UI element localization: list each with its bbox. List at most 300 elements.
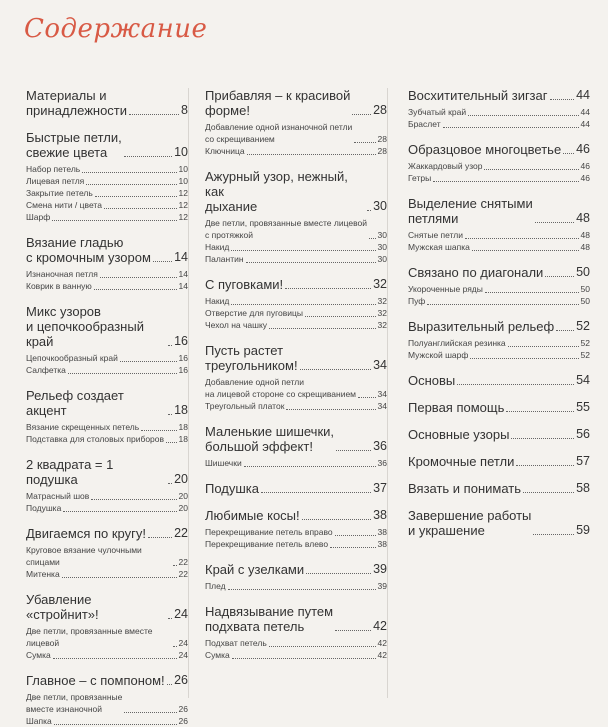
toc-section — [26, 304, 188, 376]
dot-leader — [52, 220, 176, 221]
subentry-title: Перекрещивание петель влево — [205, 539, 329, 549]
dot-leader — [153, 261, 172, 262]
subentry-title: Укороченные ряды — [408, 284, 483, 294]
section-title: Выразительный рельеф — [408, 319, 555, 334]
page-number: 32 — [377, 296, 387, 306]
page-number: 56 — [576, 427, 590, 441]
dot-leader — [231, 304, 375, 305]
dot-leader — [124, 156, 172, 157]
dot-leader — [511, 438, 574, 439]
section-title: 2 квадрата = 1 подушка — [26, 457, 114, 487]
page-number: 18 — [174, 403, 188, 417]
subentry-title: Две петли, провязанные вместе лицевой — [26, 626, 153, 648]
toc-section — [408, 481, 590, 496]
dot-leader — [124, 712, 176, 713]
dot-leader — [470, 358, 578, 359]
subentry-title: Зубчатый край — [408, 107, 467, 117]
dot-leader — [485, 292, 579, 293]
toc-section-heading[interactable] — [408, 400, 590, 415]
page-number: 12 — [178, 212, 188, 222]
dot-leader — [148, 537, 172, 538]
subentry-list — [205, 580, 387, 592]
toc-column-3 — [408, 88, 590, 698]
section-title: Микс узоров и цепочкообразный край — [26, 304, 144, 349]
page-number: 48 — [580, 230, 590, 240]
section-title: Главное – с помпоном! — [26, 673, 165, 688]
subentry-title: Чехол на чашку — [205, 320, 268, 330]
dot-leader — [484, 169, 578, 170]
toc-subentry[interactable] — [408, 106, 590, 118]
toc-section-heading[interactable] — [26, 388, 188, 418]
toc-subentry[interactable] — [26, 187, 188, 199]
page-number: 38 — [377, 527, 387, 537]
dot-leader — [367, 210, 371, 211]
toc-section-heading[interactable] — [26, 88, 188, 118]
page-number: 42 — [377, 638, 387, 648]
toc-subentry[interactable] — [26, 352, 188, 364]
dot-leader — [516, 465, 574, 466]
dot-leader — [433, 181, 578, 182]
subentry-title: Подхват петель — [205, 638, 267, 648]
subentry-title: Лицевая петля — [26, 176, 85, 186]
page-number: 22 — [174, 526, 188, 540]
toc-section-heading[interactable] — [205, 343, 387, 373]
page-number: 46 — [580, 161, 590, 171]
page-number: 36 — [377, 458, 387, 468]
toc-section-heading[interactable] — [26, 235, 188, 265]
toc-section-heading[interactable] — [408, 481, 590, 496]
page-number: 52 — [576, 319, 590, 333]
subentry-title: Закрытие петель — [26, 188, 93, 198]
toc-subentry[interactable] — [26, 502, 188, 514]
dot-leader — [168, 345, 172, 346]
page-number: 34 — [377, 389, 387, 399]
toc-subentry[interactable] — [408, 295, 590, 307]
toc-section-heading[interactable] — [205, 88, 387, 118]
subentry-title: Отверстие для пуговицы — [205, 308, 303, 318]
subentry-list — [205, 376, 387, 412]
subentry-title: Митенка — [26, 569, 60, 579]
toc-section-heading[interactable] — [408, 427, 590, 442]
toc-subentry[interactable] — [26, 544, 188, 568]
subentry-title: Шапка — [26, 716, 52, 726]
dot-leader — [305, 316, 376, 317]
toc-subentry[interactable] — [26, 175, 188, 187]
subentry-list — [26, 691, 188, 727]
toc-subentry[interactable] — [408, 337, 590, 349]
dot-leader — [457, 384, 574, 385]
dot-leader — [168, 483, 172, 484]
subentry-title: Шишечки — [205, 458, 242, 468]
toc-subentry[interactable] — [26, 649, 188, 661]
toc-section — [26, 457, 188, 514]
toc-section-heading[interactable] — [26, 457, 188, 487]
toc-section — [26, 592, 188, 661]
toc-section-heading[interactable] — [205, 277, 387, 292]
subentry-title: Мужской шарф — [408, 350, 469, 360]
page-number: 52 — [580, 350, 590, 360]
page-number: 34 — [377, 401, 387, 411]
subentry-title: Мужская шапка — [408, 242, 470, 252]
dot-leader — [94, 289, 177, 290]
subentry-title: Салфетка — [26, 365, 66, 375]
toc-section — [205, 343, 387, 412]
dot-leader — [82, 172, 176, 173]
page-number: 32 — [377, 320, 387, 330]
toc-subentry[interactable] — [205, 319, 387, 331]
subentry-title: Жаккардовый узор — [408, 161, 483, 171]
toc-section-heading[interactable] — [408, 373, 590, 388]
toc-subentry[interactable] — [408, 283, 590, 295]
section-title: Выделение снятыми петлями — [408, 196, 533, 226]
page-number: 12 — [178, 188, 188, 198]
page-number: 54 — [576, 373, 590, 387]
section-title: Любимые косы! — [205, 508, 300, 523]
subentry-title: Накид — [205, 296, 230, 306]
subentry-list — [205, 526, 387, 550]
toc-section — [408, 88, 590, 130]
section-title: Маленькие шишечки, большой эффект! — [205, 424, 335, 454]
toc-section-heading[interactable] — [408, 142, 590, 157]
toc-subentry[interactable] — [408, 229, 590, 241]
subentry-list — [408, 160, 590, 184]
page-number: 20 — [178, 503, 188, 513]
dot-leader — [336, 450, 371, 451]
toc-subentry[interactable] — [26, 268, 188, 280]
dot-leader — [286, 409, 375, 410]
toc-section — [205, 424, 387, 469]
dot-leader — [352, 114, 371, 115]
dot-leader — [173, 646, 177, 647]
page-number: 44 — [580, 119, 590, 129]
section-title: Основы — [408, 373, 456, 388]
dot-leader — [168, 618, 172, 619]
page-number: 58 — [576, 481, 590, 495]
toc-section — [26, 673, 188, 727]
page-number: 16 — [178, 365, 188, 375]
dot-leader — [302, 519, 371, 520]
toc-section-heading[interactable] — [408, 508, 590, 538]
toc-section — [408, 142, 590, 184]
page-number: 26 — [178, 716, 188, 726]
dot-leader — [468, 115, 578, 116]
toc-section-heading[interactable] — [26, 130, 188, 160]
toc-section — [205, 604, 387, 661]
dot-leader — [104, 208, 177, 209]
subentry-list — [408, 106, 590, 130]
page-number: 57 — [576, 454, 590, 468]
toc-subentry[interactable] — [26, 421, 188, 433]
dot-leader — [231, 250, 375, 251]
toc-section-heading[interactable] — [205, 508, 387, 523]
dot-leader — [523, 492, 574, 493]
section-title: Образцовое многоцветье — [408, 142, 562, 157]
toc-subentry[interactable] — [205, 400, 387, 412]
toc-subentry[interactable] — [205, 295, 387, 307]
subentry-list — [205, 457, 387, 469]
toc-subentry[interactable] — [205, 217, 387, 241]
toc-subentry[interactable] — [26, 691, 188, 715]
page-number: 22 — [178, 557, 188, 567]
toc-subentry[interactable] — [408, 349, 590, 361]
subentry-title: Браслет — [408, 119, 441, 129]
toc-subentry[interactable] — [205, 145, 387, 157]
dot-leader — [91, 499, 176, 500]
page-number: 14 — [178, 281, 188, 291]
toc-section-heading[interactable] — [205, 424, 387, 454]
dot-leader — [285, 288, 371, 289]
toc-subentry[interactable] — [205, 253, 387, 265]
toc-column-1 — [26, 88, 189, 726]
dot-leader — [100, 277, 177, 278]
toc-subentry[interactable] — [26, 364, 188, 376]
section-title: Кромочные петли — [408, 454, 515, 469]
toc-subentry[interactable] — [26, 199, 188, 211]
section-title: Убавление «стройнит»! — [26, 592, 99, 622]
toc-subentry[interactable] — [26, 715, 188, 727]
toc-section-heading[interactable] — [26, 304, 188, 349]
subentry-list — [26, 268, 188, 292]
dot-leader — [95, 196, 177, 197]
toc-subentry[interactable] — [205, 121, 387, 145]
page-number: 30 — [377, 254, 387, 264]
subentry-title: Две петли, провязанные вместе изнаночной — [26, 692, 123, 714]
toc-section — [205, 562, 387, 592]
dot-leader — [369, 238, 376, 239]
subentry-title: Набор петель — [26, 164, 81, 174]
page-number: 37 — [373, 481, 387, 495]
page-number: 32 — [373, 277, 387, 291]
page-number: 32 — [377, 308, 387, 318]
page-number: 59 — [576, 523, 590, 537]
toc-section-heading[interactable] — [408, 196, 590, 226]
dot-leader — [300, 369, 372, 370]
page-number: 44 — [576, 88, 590, 102]
page-number: 14 — [174, 250, 188, 264]
toc-section-heading[interactable] — [408, 265, 590, 280]
page-number: 26 — [174, 673, 188, 687]
toc-subentry[interactable] — [205, 538, 387, 550]
dot-leader — [306, 573, 371, 574]
toc-section — [408, 196, 590, 253]
dot-leader — [53, 658, 177, 659]
section-title: С пуговками! — [205, 277, 284, 292]
subentry-title: Сумка — [205, 650, 230, 660]
page-number: 24 — [178, 638, 188, 648]
page-number: 36 — [373, 439, 387, 453]
page-number: 44 — [580, 107, 590, 117]
dot-leader — [62, 577, 177, 578]
subentry-list — [408, 337, 590, 361]
subentry-title: Вязание скрещенных петель — [26, 422, 140, 432]
toc-section — [408, 454, 590, 469]
subentry-title: Цепочкообразный край — [26, 353, 118, 363]
subentry-list — [205, 217, 387, 265]
toc-section — [408, 319, 590, 361]
toc-subentry[interactable] — [205, 307, 387, 319]
toc-section-heading[interactable] — [408, 454, 590, 469]
subentry-title: Коврик в ванную — [26, 281, 92, 291]
toc-section-heading[interactable] — [205, 604, 387, 634]
subentry-title: Перекрещивание петель вправо — [205, 527, 333, 537]
toc-subentry[interactable] — [26, 433, 188, 445]
subentry-title: Гетры — [408, 173, 432, 183]
dot-leader — [535, 222, 574, 223]
section-title: Быстрые петли, свежие цвета — [26, 130, 122, 160]
dot-leader — [506, 411, 574, 412]
page-number: 50 — [580, 284, 590, 294]
toc-section-heading[interactable] — [26, 526, 188, 541]
page-number: 48 — [576, 211, 590, 225]
dot-leader — [168, 414, 172, 415]
dot-leader — [335, 630, 371, 631]
page-number: 14 — [178, 269, 188, 279]
toc-subentry[interactable] — [26, 211, 188, 223]
page-title: Содержание — [24, 14, 208, 44]
toc-section-heading[interactable] — [205, 562, 387, 577]
toc-subentry[interactable] — [408, 160, 590, 172]
dot-leader — [54, 724, 177, 725]
dot-leader — [120, 361, 177, 362]
page-number: 18 — [178, 422, 188, 432]
page-number: 42 — [377, 650, 387, 660]
dot-leader — [472, 250, 579, 251]
subentry-list — [26, 625, 188, 661]
subentry-title: Круговое вязание чулочными спицами — [26, 545, 142, 567]
dot-leader — [354, 142, 375, 143]
toc-subentry[interactable] — [205, 637, 387, 649]
dot-leader — [228, 589, 376, 590]
page-number: 24 — [178, 650, 188, 660]
page-number: 38 — [373, 508, 387, 522]
dot-leader — [167, 684, 172, 685]
dot-leader — [443, 127, 579, 128]
section-title: Вязать и понимать — [408, 481, 522, 496]
subentry-title: Пуф — [408, 296, 426, 306]
toc-section-heading[interactable] — [26, 673, 188, 688]
dot-leader — [269, 328, 375, 329]
section-title: Связано по диагонали — [408, 265, 544, 280]
page-number: 55 — [576, 400, 590, 414]
subentry-title: Ключница — [205, 146, 245, 156]
dot-leader — [68, 373, 177, 374]
toc-subentry[interactable] — [205, 526, 387, 538]
toc-subentry[interactable] — [205, 457, 387, 469]
toc-section-heading[interactable] — [26, 592, 188, 622]
toc-section — [26, 88, 188, 118]
toc-section — [205, 508, 387, 550]
dot-leader — [533, 534, 574, 535]
subentry-list — [26, 163, 188, 223]
subentry-title: Подушка — [26, 503, 62, 513]
dot-leader — [563, 153, 574, 154]
section-title: Завершение работы и украшение — [408, 508, 532, 538]
section-title: Ажурный узор, нежный, как дыхание — [205, 169, 348, 214]
page-number: 16 — [178, 353, 188, 363]
subentry-list — [26, 490, 188, 514]
toc-section — [408, 265, 590, 307]
toc-section — [26, 235, 188, 292]
page-number: 34 — [373, 358, 387, 372]
toc-section — [205, 88, 387, 157]
subentry-title: Смена нити / цвета — [26, 200, 102, 210]
page-number: 38 — [377, 539, 387, 549]
section-title: Вязание гладью с кромочным узором — [26, 235, 151, 265]
section-title: Пусть растет треугольником! — [205, 343, 298, 373]
toc-column-2 — [205, 88, 388, 698]
subentry-title: Две петли, провязанные вместе лицевой с протяжкой — [205, 218, 367, 240]
toc-subentry[interactable] — [26, 625, 188, 649]
toc-section-heading[interactable] — [408, 319, 590, 334]
dot-leader — [247, 154, 376, 155]
toc-section — [408, 427, 590, 442]
subentry-title: Добавление одной изнаночной петли со скрещиванием — [205, 122, 353, 144]
toc-subentry[interactable] — [26, 490, 188, 502]
subentry-title: Изнаночная петля — [26, 269, 98, 279]
page-number: 8 — [181, 103, 188, 117]
subentry-list — [205, 295, 387, 331]
toc-subentry[interactable] — [205, 580, 387, 592]
page-number: 52 — [580, 338, 590, 348]
dot-leader — [86, 184, 176, 185]
dot-leader — [550, 99, 575, 100]
toc-section — [408, 508, 590, 538]
page-number: 30 — [373, 199, 387, 213]
page-number: 48 — [580, 242, 590, 252]
page-number: 20 — [174, 472, 188, 486]
dot-leader — [556, 330, 574, 331]
toc-subentry[interactable] — [205, 241, 387, 253]
page-number: 50 — [580, 296, 590, 306]
page-number: 42 — [373, 619, 387, 633]
page-number: 10 — [178, 164, 188, 174]
page-number: 39 — [377, 581, 387, 591]
toc-subentry[interactable] — [26, 163, 188, 175]
toc-subentry[interactable] — [205, 376, 387, 400]
toc-section — [205, 481, 387, 496]
page-number: 24 — [174, 607, 188, 621]
toc-subentry[interactable] — [408, 172, 590, 184]
page-number: 22 — [178, 569, 188, 579]
page-number: 30 — [377, 230, 387, 240]
dot-leader — [232, 658, 376, 659]
toc-subentry[interactable] — [26, 568, 188, 580]
subentry-title: Снятые петли — [408, 230, 463, 240]
section-title: Рельеф создает акцент — [26, 388, 124, 418]
subentry-title: Сумка — [26, 650, 51, 660]
dot-leader — [63, 511, 176, 512]
toc-subentry[interactable] — [408, 241, 590, 253]
dot-leader — [508, 346, 579, 347]
toc-subentry[interactable] — [26, 280, 188, 292]
toc-section-heading[interactable] — [205, 481, 387, 496]
toc-section-heading[interactable] — [408, 88, 590, 103]
section-title: Первая помощь — [408, 400, 505, 415]
dot-leader — [545, 276, 574, 277]
dot-leader — [269, 646, 376, 647]
section-title: Восхитительный зигзаг — [408, 88, 548, 103]
dot-leader — [330, 547, 375, 548]
toc-subentry[interactable] — [205, 649, 387, 661]
section-title: Подушка — [205, 481, 260, 496]
subentry-title: Палантин — [205, 254, 244, 264]
dot-leader — [246, 262, 376, 263]
toc-section — [205, 169, 387, 265]
toc-subentry[interactable] — [408, 118, 590, 130]
toc-section-heading[interactable] — [205, 169, 387, 214]
dot-leader — [244, 466, 376, 467]
page-number: 10 — [178, 176, 188, 186]
